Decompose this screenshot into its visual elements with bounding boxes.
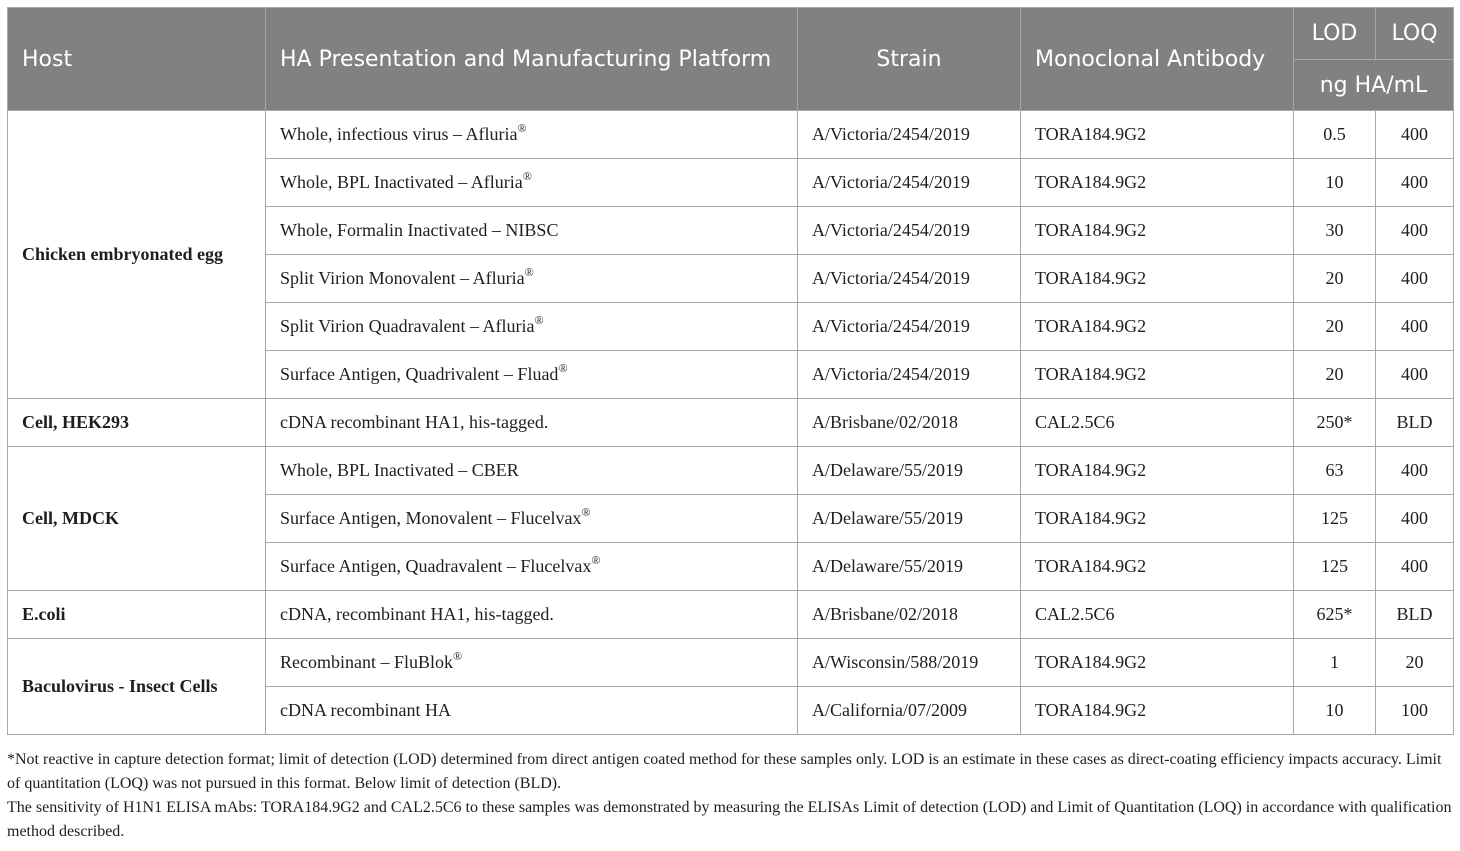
loq-cell: 400 (1376, 447, 1454, 495)
antibody-cell: CAL2.5C6 (1021, 591, 1294, 639)
table-header (8, 8, 1454, 111)
platform-cell (266, 687, 798, 735)
host-cell: Cell, MDCK (8, 447, 266, 591)
table-row (8, 639, 1454, 687)
lod-cell: 1 (1294, 639, 1376, 687)
platform-text: cDNA, recombinant HA1, his-tagged. (280, 604, 554, 624)
antibody-cell: TORA184.9G2 (1021, 687, 1294, 735)
header-loq: LOQ (1376, 8, 1454, 60)
loq-cell: 400 (1376, 351, 1454, 399)
platform-text: Whole, BPL Inactivated – CBER (280, 460, 519, 480)
platform-cell (266, 159, 798, 207)
strain-cell: A/Brisbane/02/2018 (798, 591, 1021, 639)
platform-cell (266, 255, 798, 303)
host-cell: Cell, HEK293 (8, 399, 266, 447)
strain-cell: A/Victoria/2454/2019 (798, 303, 1021, 351)
loq-cell: 400 (1376, 543, 1454, 591)
registered-mark: ® (453, 649, 463, 663)
platform-cell (266, 591, 798, 639)
lod-cell: 20 (1294, 303, 1376, 351)
platform-text: cDNA recombinant HA1, his-tagged. (280, 412, 549, 432)
header-host: Host (8, 8, 266, 111)
results-table (7, 7, 1454, 735)
loq-cell: 400 (1376, 159, 1454, 207)
registered-mark: ® (558, 361, 568, 375)
strain-cell: A/Victoria/2454/2019 (798, 351, 1021, 399)
antibody-cell: TORA184.9G2 (1021, 111, 1294, 159)
loq-cell: 400 (1376, 303, 1454, 351)
table-body (8, 111, 1454, 735)
antibody-cell: CAL2.5C6 (1021, 399, 1294, 447)
header-antibody: Monoclonal Antibody (1021, 8, 1294, 111)
platform-cell (266, 495, 798, 543)
lod-cell: 20 (1294, 255, 1376, 303)
lod-cell: 20 (1294, 351, 1376, 399)
strain-cell: A/California/07/2009 (798, 687, 1021, 735)
platform-text: Split Virion Quadravalent – Afluria (280, 316, 535, 336)
header-lod: LOD (1294, 8, 1376, 60)
platform-cell (266, 207, 798, 255)
loq-cell: 400 (1376, 255, 1454, 303)
loq-cell: 400 (1376, 495, 1454, 543)
strain-cell: A/Delaware/55/2019 (798, 543, 1021, 591)
lod-cell: 63 (1294, 447, 1376, 495)
table-footnotes (7, 748, 1457, 844)
platform-cell (266, 303, 798, 351)
lod-cell: 125 (1294, 543, 1376, 591)
registered-mark: ® (522, 169, 532, 183)
loq-cell: 20 (1376, 639, 1454, 687)
platform-text: Surface Antigen, Quadravalent – Flucelvax (280, 556, 592, 576)
loq-cell: 400 (1376, 207, 1454, 255)
strain-cell: A/Delaware/55/2019 (798, 495, 1021, 543)
table-row (8, 399, 1454, 447)
platform-text: Whole, infectious virus – Afluria (280, 124, 518, 144)
strain-cell: A/Brisbane/02/2018 (798, 399, 1021, 447)
table-row (8, 591, 1454, 639)
strain-cell: A/Wisconsin/588/2019 (798, 639, 1021, 687)
registered-mark: ® (524, 265, 534, 279)
platform-text: Whole, BPL Inactivated – Afluria (280, 172, 523, 192)
platform-text: cDNA recombinant HA (280, 700, 451, 720)
registered-mark: ® (591, 553, 601, 567)
footnote-bld: *Not reactive in capture detection format; limit of detection (LOD) determined from direct antigen coated method for these samples only. LOD is an estimate in these cases as direct-coating efficiency impacts accuracy. Limit of quantitation (LOQ) was not pursued in this format. Below limit of detection (BLD). (7, 751, 1442, 792)
header-platform: HA Presentation and Manufacturing Platform (266, 8, 798, 111)
table-row (8, 111, 1454, 159)
platform-cell (266, 639, 798, 687)
antibody-cell: TORA184.9G2 (1021, 351, 1294, 399)
lod-cell: 125 (1294, 495, 1376, 543)
platform-cell (266, 399, 798, 447)
loq-cell: 400 (1376, 111, 1454, 159)
header-unit: ng HA/mL (1294, 60, 1454, 111)
registered-mark: ® (517, 121, 527, 135)
platform-cell (266, 351, 798, 399)
antibody-cell: TORA184.9G2 (1021, 543, 1294, 591)
platform-text: Split Virion Monovalent – Afluria (280, 268, 525, 288)
strain-cell: A/Victoria/2454/2019 (798, 111, 1021, 159)
platform-text: Surface Antigen, Monovalent – Flucelvax (280, 508, 582, 528)
platform-text: Surface Antigen, Quadrivalent – Fluad (280, 364, 559, 384)
antibody-cell: TORA184.9G2 (1021, 159, 1294, 207)
antibody-cell: TORA184.9G2 (1021, 639, 1294, 687)
loq-cell: BLD (1376, 591, 1454, 639)
registered-mark: ® (534, 313, 544, 327)
strain-cell: A/Delaware/55/2019 (798, 447, 1021, 495)
lod-cell: 0.5 (1294, 111, 1376, 159)
platform-cell (266, 447, 798, 495)
antibody-cell: TORA184.9G2 (1021, 255, 1294, 303)
platform-text: Recombinant – FluBlok (280, 652, 453, 672)
loq-cell: BLD (1376, 399, 1454, 447)
antibody-cell: TORA184.9G2 (1021, 447, 1294, 495)
table-row (8, 447, 1454, 495)
platform-text: Whole, Formalin Inactivated – NIBSC (280, 220, 559, 240)
host-cell: Chicken embryonated egg (8, 111, 266, 399)
platform-cell (266, 111, 798, 159)
strain-cell: A/Victoria/2454/2019 (798, 159, 1021, 207)
host-cell: Baculovirus - Insect Cells (8, 639, 266, 735)
header-strain: Strain (798, 8, 1021, 111)
lod-cell: 625* (1294, 591, 1376, 639)
lod-cell: 10 (1294, 159, 1376, 207)
platform-cell (266, 543, 798, 591)
registered-mark: ® (581, 505, 591, 519)
lod-cell: 10 (1294, 687, 1376, 735)
footnote-sensitivity: The sensitivity of H1N1 ELISA mAbs: TORA184.9G2 and CAL2.5C6 to these samples was demonstrated by measuring the ELISAs Limit of detection (LOD) and Limit of Quantitation (LOQ) in accordance with qualification method described. (7, 799, 1452, 840)
lod-cell: 30 (1294, 207, 1376, 255)
lod-cell: 250* (1294, 399, 1376, 447)
strain-cell: A/Victoria/2454/2019 (798, 255, 1021, 303)
antibody-cell: TORA184.9G2 (1021, 303, 1294, 351)
loq-cell: 100 (1376, 687, 1454, 735)
host-cell: E.coli (8, 591, 266, 639)
antibody-cell: TORA184.9G2 (1021, 207, 1294, 255)
strain-cell: A/Victoria/2454/2019 (798, 207, 1021, 255)
antibody-cell: TORA184.9G2 (1021, 495, 1294, 543)
